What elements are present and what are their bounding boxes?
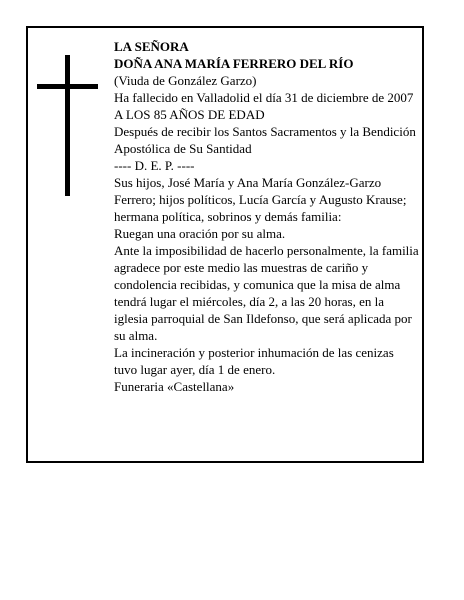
death-announcement: Ha fallecido en Valladolid el día 31 de diciembre de 2007: [114, 90, 414, 105]
family-line: Sus hijos, José María y Ana María González-Garzo Ferrero; hijos políticos, Lucía García y Augusto Krause; hermana política, sobrinos y demás familia:: [114, 175, 407, 224]
funeral-home: Funeraria «Castellana»: [114, 379, 235, 394]
obituary-text: [114, 38, 420, 395]
gratitude-paragraph: Ante la imposibilidad de hacerlo personalmente, la familia agradece por este medio las muestras de cariño y condolencia recibidas, y comunica que la misa de alma tendrá lugar el miércoles, día 2, a las 20 horas, en la iglesia parroquial de San Ildefonso, que será aplicada por su alma.: [114, 243, 419, 343]
cremation-paragraph: La incineración y posterior inhumación de las cenizas tuvo lugar ayer, día 1 de enero.: [114, 345, 394, 377]
deceased-name: DOÑA ANA MARÍA FERRERO DEL RÍO: [114, 56, 354, 71]
dep-line: ---- D. E. P. ----: [114, 158, 195, 173]
prayer-line: Ruegan una oración por su alma.: [114, 226, 286, 241]
notice-heading: LA SEÑORA: [114, 39, 189, 54]
cross-icon: [65, 55, 70, 196]
widow-of-line: (Viuda de González Garzo): [114, 73, 257, 88]
cross-icon-crossbar: [37, 84, 98, 89]
sacraments-line: Después de recibir los Santos Sacramentos y la Bendición Apostólica de Su Santidad: [114, 124, 416, 156]
age-line: A LOS 85 AÑOS DE EDAD: [114, 107, 265, 122]
